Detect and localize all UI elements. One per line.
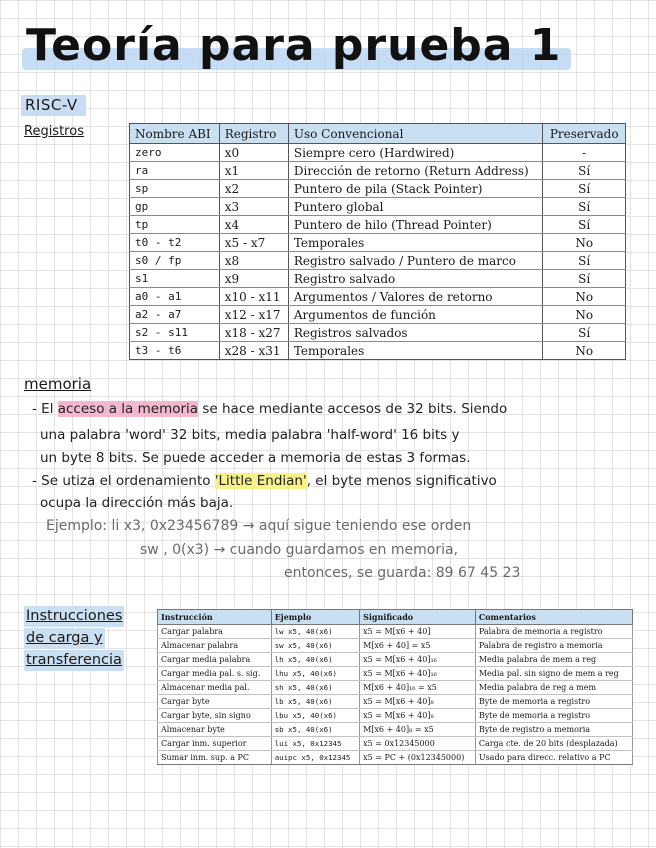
instrucciones-label-2: de carga y bbox=[24, 628, 105, 649]
instruction-comment: Byte de memoria a registro bbox=[475, 709, 632, 723]
instruction-row bbox=[158, 737, 633, 751]
register-usage: Temporales bbox=[288, 342, 543, 360]
register-preserved: Sí bbox=[543, 180, 626, 198]
register-abi-name: t0 - t2 bbox=[130, 234, 220, 252]
register-row bbox=[130, 162, 626, 180]
register-abi-name: gp bbox=[130, 198, 220, 216]
memoria-highlight-acceso: acceso a la memoria bbox=[57, 401, 199, 417]
memoria-line-4-b: , el byte menos significativo bbox=[306, 473, 497, 489]
register-row bbox=[130, 342, 626, 360]
register-register: x5 - x7 bbox=[219, 234, 288, 252]
instruction-example: lb x5, 40(x6) bbox=[271, 695, 359, 709]
register-register: x1 bbox=[219, 162, 288, 180]
ejemplo-line-1: Ejemplo: li x3, 0x23456789 → aquí sigue teniendo ese orden bbox=[46, 518, 472, 534]
instruction-comment: Byte de registro a memoria bbox=[475, 723, 632, 737]
ejemplo-line-3: entonces, se guarda: 89 67 45 23 bbox=[284, 565, 521, 581]
register-register: x28 - x31 bbox=[219, 342, 288, 360]
register-preserved: No bbox=[543, 288, 626, 306]
ejemplo-line-2: sw , 0(x3) → cuando guardamos en memoria, bbox=[140, 542, 459, 558]
memoria-highlight-little-endian: 'Little Endian' bbox=[214, 473, 307, 489]
col-instruccion: Instrucción bbox=[158, 610, 272, 625]
instruction-row bbox=[158, 695, 633, 709]
register-row bbox=[130, 144, 626, 162]
col-significado: Significado bbox=[360, 610, 476, 625]
instruction-instruction: Cargar palabra bbox=[158, 625, 272, 639]
instruction-comment: Palabra de memoria a registro bbox=[475, 625, 632, 639]
instructions-header-row bbox=[158, 610, 633, 625]
register-preserved: Sí bbox=[543, 324, 626, 342]
instruction-meaning: x5 = 0x12345000 bbox=[360, 737, 476, 751]
register-usage: Registro salvado / Puntero de marco bbox=[288, 252, 543, 270]
instruction-row bbox=[158, 639, 633, 653]
col-ejemplo: Ejemplo bbox=[271, 610, 359, 625]
register-preserved: No bbox=[543, 342, 626, 360]
register-register: x4 bbox=[219, 216, 288, 234]
instruction-row bbox=[158, 709, 633, 723]
register-usage: Puntero global bbox=[288, 198, 543, 216]
instruction-example: sb x5, 40(x6) bbox=[271, 723, 359, 737]
register-row bbox=[130, 198, 626, 216]
section-riscv: RISC-V bbox=[21, 95, 86, 116]
register-register: x9 bbox=[219, 270, 288, 288]
instruction-meaning: M[x6 + 40] = x5 bbox=[360, 639, 476, 653]
register-abi-name: a0 - a1 bbox=[130, 288, 220, 306]
instruction-example: lbu x5, 40(x6) bbox=[271, 709, 359, 723]
register-preserved: Sí bbox=[543, 252, 626, 270]
page-title-text: Teoría para prueba 1 bbox=[26, 20, 562, 71]
register-register: x8 bbox=[219, 252, 288, 270]
instruction-instruction: Cargar inm. superior bbox=[158, 737, 272, 751]
label-registros: Registros bbox=[24, 124, 84, 139]
register-usage: Registros salvados bbox=[288, 324, 543, 342]
instruction-instruction: Almacenar palabra bbox=[158, 639, 272, 653]
instruction-comment: Byte de memoria a registro bbox=[475, 695, 632, 709]
instructions-table bbox=[157, 609, 633, 765]
instruction-meaning: x5 = M[x6 + 40]₁₆ bbox=[360, 653, 476, 667]
register-row bbox=[130, 288, 626, 306]
memoria-heading: memoria bbox=[24, 375, 92, 393]
registers-table bbox=[129, 123, 626, 360]
instruction-comment: Carga cte. de 20 bits (desplazada) bbox=[475, 737, 632, 751]
instruction-instruction: Cargar media pal. s. sig. bbox=[158, 667, 272, 681]
register-row bbox=[130, 216, 626, 234]
page-title bbox=[26, 20, 561, 71]
register-row bbox=[130, 270, 626, 288]
register-row bbox=[130, 180, 626, 198]
instruction-meaning: x5 = M[x6 + 40]₈ bbox=[360, 709, 476, 723]
register-usage: Argumentos de función bbox=[288, 306, 543, 324]
instruction-comment: Palabra de registro a memoria bbox=[475, 639, 632, 653]
instruction-instruction: Almacenar byte bbox=[158, 723, 272, 737]
register-abi-name: zero bbox=[130, 144, 220, 162]
register-abi-name: ra bbox=[130, 162, 220, 180]
instruction-comment: Usado para direcc. relativo a PC bbox=[475, 751, 632, 765]
instruction-instruction: Sumar inm. sup. a PC bbox=[158, 751, 272, 765]
register-preserved: No bbox=[543, 234, 626, 252]
instrucciones-label-3: transferencia bbox=[24, 650, 124, 671]
instruction-row bbox=[158, 667, 633, 681]
register-register: x2 bbox=[219, 180, 288, 198]
register-row bbox=[130, 306, 626, 324]
register-usage: Siempre cero (Hardwired) bbox=[288, 144, 543, 162]
instruction-example: lw x5, 40(x6) bbox=[271, 625, 359, 639]
register-abi-name: t3 - t6 bbox=[130, 342, 220, 360]
col-registro: Registro bbox=[219, 124, 288, 144]
instruction-meaning: M[x6 + 40]₁₆ = x5 bbox=[360, 681, 476, 695]
instruction-example: sw x5, 40(x6) bbox=[271, 639, 359, 653]
memoria-line-4-a: - Se utiza el ordenamiento bbox=[32, 473, 215, 489]
instrucciones-label-1: Instrucciones bbox=[24, 606, 124, 627]
col-preservado: Preservado bbox=[543, 124, 626, 144]
registers-header-row bbox=[130, 124, 626, 144]
register-row bbox=[130, 252, 626, 270]
memoria-line-1-a: - El bbox=[32, 401, 58, 417]
register-usage: Puntero de pila (Stack Pointer) bbox=[288, 180, 543, 198]
register-preserved: - bbox=[543, 144, 626, 162]
instruction-example: auipc x5, 0x12345 bbox=[271, 751, 359, 765]
register-abi-name: sp bbox=[130, 180, 220, 198]
instruction-comment: Media palabra de mem a reg bbox=[475, 653, 632, 667]
register-register: x0 bbox=[219, 144, 288, 162]
memoria-line-1 bbox=[32, 398, 507, 420]
register-row bbox=[130, 234, 626, 252]
register-preserved: Sí bbox=[543, 270, 626, 288]
register-abi-name: s1 bbox=[130, 270, 220, 288]
instruction-meaning: x5 = M[x6 + 40] bbox=[360, 625, 476, 639]
register-preserved: Sí bbox=[543, 162, 626, 180]
memoria-line-5: ocupa la dirección más baja. bbox=[40, 495, 234, 511]
instruction-row bbox=[158, 723, 633, 737]
instruction-row bbox=[158, 751, 633, 765]
col-uso: Uso Convencional bbox=[288, 124, 543, 144]
instruction-comment: Media pal. sin signo de mem a reg bbox=[475, 667, 632, 681]
instruction-example: lhu x5, 40(x6) bbox=[271, 667, 359, 681]
register-abi-name: s2 - s11 bbox=[130, 324, 220, 342]
memoria-line-3: un byte 8 bits. Se puede acceder a memoria de estas 3 formas. bbox=[40, 450, 471, 466]
instruction-meaning: M[x6 + 40]₈ = x5 bbox=[360, 723, 476, 737]
register-abi-name: a2 - a7 bbox=[130, 306, 220, 324]
register-register: x10 - x11 bbox=[219, 288, 288, 306]
register-usage: Temporales bbox=[288, 234, 543, 252]
register-usage: Registro salvado bbox=[288, 270, 543, 288]
instruction-instruction: Cargar media palabra bbox=[158, 653, 272, 667]
instruction-row bbox=[158, 653, 633, 667]
instruction-instruction: Cargar byte bbox=[158, 695, 272, 709]
register-usage: Puntero de hilo (Thread Pointer) bbox=[288, 216, 543, 234]
register-preserved: No bbox=[543, 306, 626, 324]
memoria-line-2: una palabra 'word' 32 bits, media palabra 'half-word' 16 bits y bbox=[40, 427, 460, 443]
register-preserved: Sí bbox=[543, 198, 626, 216]
register-register: x3 bbox=[219, 198, 288, 216]
instrucciones-label bbox=[24, 606, 124, 672]
register-abi-name: s0 / fp bbox=[130, 252, 220, 270]
instruction-row bbox=[158, 681, 633, 695]
register-usage: Argumentos / Valores de retorno bbox=[288, 288, 543, 306]
instruction-meaning: x5 = M[x6 + 40]₈ bbox=[360, 695, 476, 709]
instruction-example: lui x5, 0x12345 bbox=[271, 737, 359, 751]
instruction-meaning: x5 = PC + (0x12345000) bbox=[360, 751, 476, 765]
register-abi-name: tp bbox=[130, 216, 220, 234]
col-nombre-abi: Nombre ABI bbox=[130, 124, 220, 144]
instruction-comment: Media palabra de reg a mem bbox=[475, 681, 632, 695]
instruction-example: sh x5, 40(x6) bbox=[271, 681, 359, 695]
register-usage: Dirección de retorno (Return Address) bbox=[288, 162, 543, 180]
col-comentarios: Comentarios bbox=[475, 610, 632, 625]
register-preserved: Sí bbox=[543, 216, 626, 234]
register-register: x18 - x27 bbox=[219, 324, 288, 342]
instruction-meaning: x5 = M[x6 + 40]₁₆ bbox=[360, 667, 476, 681]
register-row bbox=[130, 324, 626, 342]
instruction-row bbox=[158, 625, 633, 639]
instruction-example: lh x5, 40(x6) bbox=[271, 653, 359, 667]
register-register: x12 - x17 bbox=[219, 306, 288, 324]
instruction-instruction: Almacenar media pal. bbox=[158, 681, 272, 695]
instruction-instruction: Cargar byte, sin signo bbox=[158, 709, 272, 723]
memoria-line-4 bbox=[32, 470, 497, 492]
memoria-line-1-b: se hace mediante accesos de 32 bits. Siendo bbox=[198, 401, 508, 417]
